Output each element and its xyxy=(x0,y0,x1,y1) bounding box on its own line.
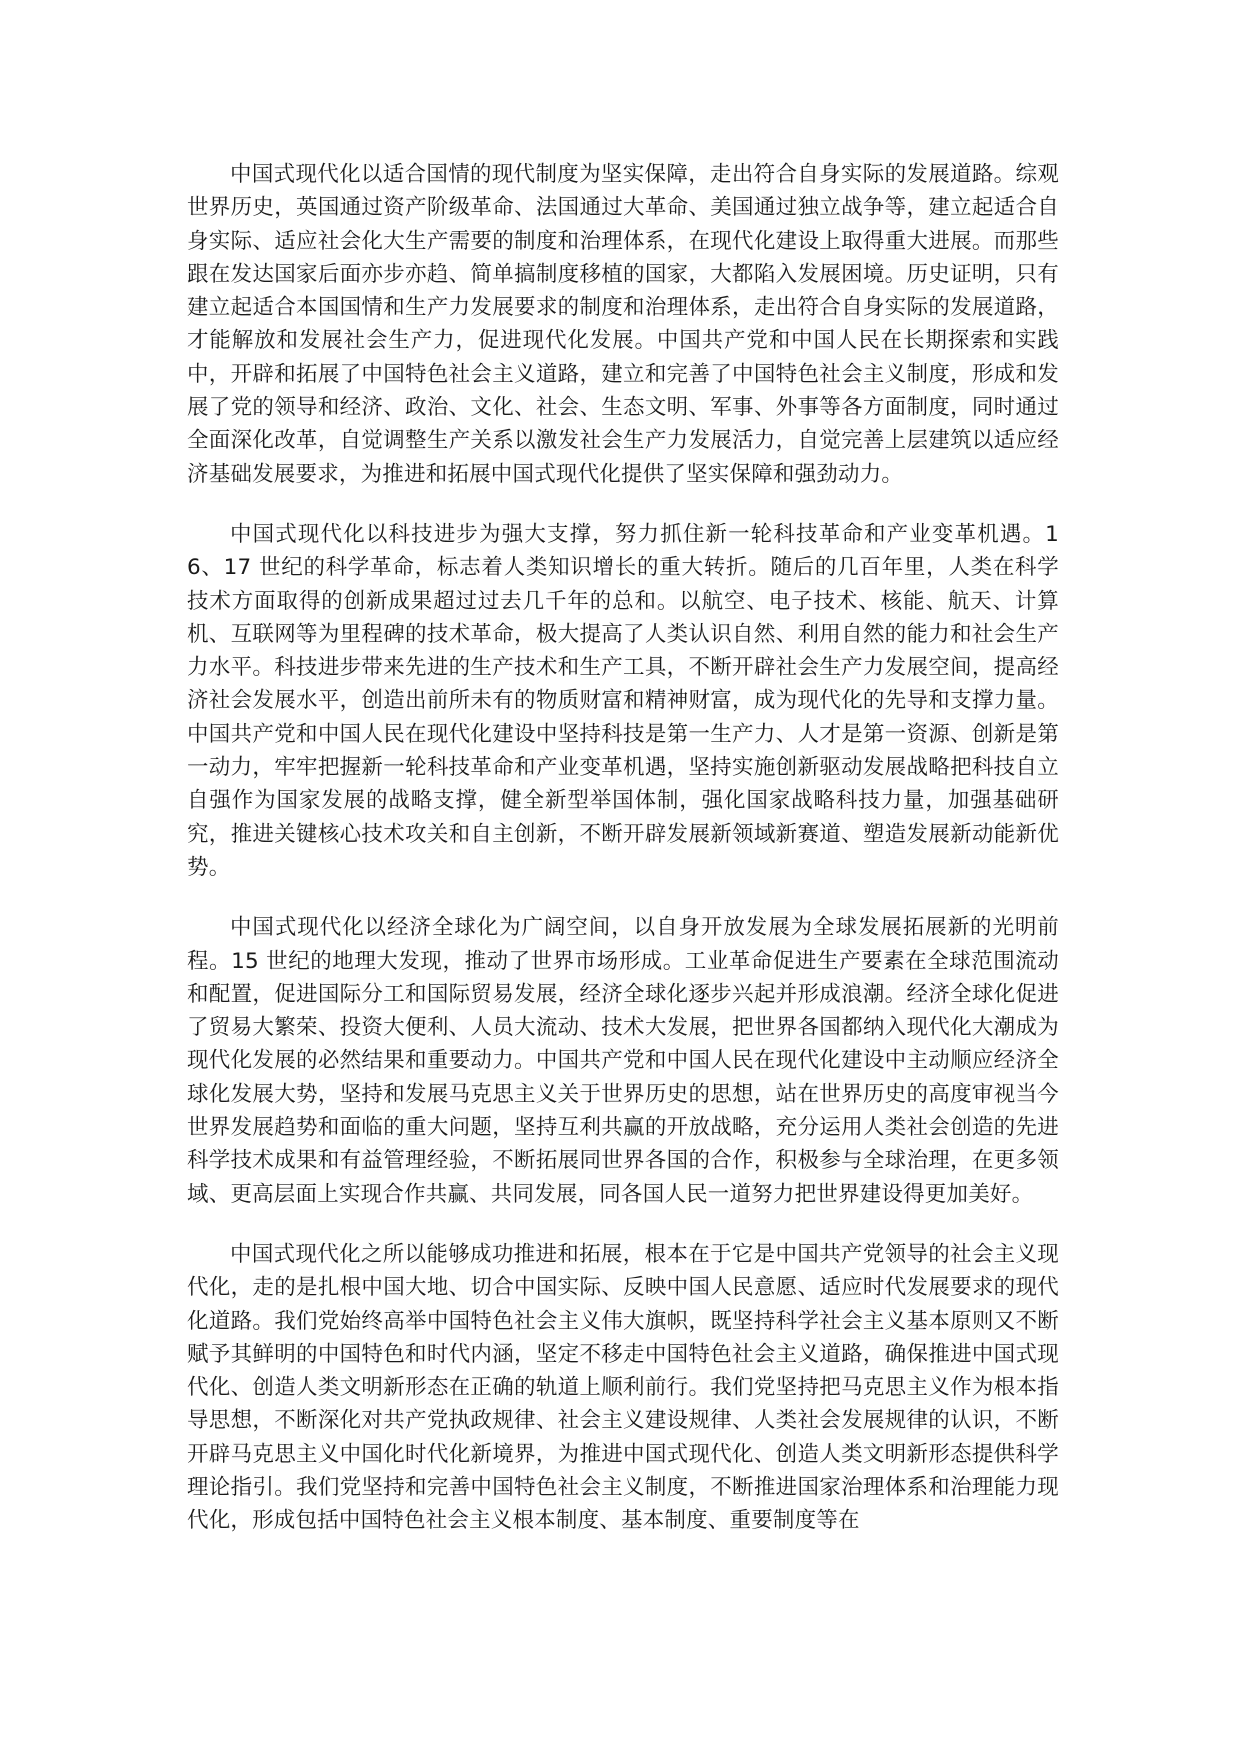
paragraph-3: 中国式现代化以经济全球化为广阔空间，以自身开放发展为全球发展拓展新的光明前程。15 世纪的地理大发现，推动了世界市场形成。工业革命促进生产要素在全球范围流动和配置，促进国际分工和国际贸易发展，经济全球化逐步兴起并形成浪潮。经济全球化促进了贸易大繁荣、投资大便利、人员大流动、技术大发展，把世界各国都纳入现代化大潮成为现代化发展的必然结果和重要动力。中国共产党和中国人民在现代化建设中主动顺应经济全球化发展大势，坚持和发展马克思主义关于世界历史的思想，站在世界历史的高度审视当今世界发展趋势和面临的重大问题，坚持互利共赢的开放战略，充分运用人类社会创造的先进科学技术成果和有益管理经验，不断拓展同世界各国的合作，积极参与全球治理，在更多领域、更高层面上实现合作共赢、共同发展，同各国人民一道努力把世界建设得更加美好。 xyxy=(187,915,1059,1207)
document-body xyxy=(187,158,1059,1565)
paragraph-1: 中国式现代化以适合国情的现代制度为坚实保障，走出符合自身实际的发展道路。综观世界历史，英国通过资产阶级革命、法国通过大革命、美国通过独立战争等，建立起适合自身实际、适应社会化大生产需要的制度和治理体系，在现代化建设上取得重大进展。而那些跟在发达国家后面亦步亦趋、简单搞制度移植的国家，大都陷入发展困境。历史证明，只有建立起适合本国国情和生产力发展要求的制度和治理体系，走出符合自身实际的发展道路，才能解放和发展社会生产力，促进现代化发展。中国共产党和中国人民在长期探索和实践中，开辟和拓展了中国特色社会主义道路，建立和完善了中国特色社会主义制度，形成和发展了党的领导和经济、政治、文化、社会、生态文明、军事、外事等各方面制度，同时通过全面深化改革，自觉调整生产关系以激发社会生产力发展活力，自觉完善上层建筑以适应经济基础发展要求，为推进和拓展中国式现代化提供了坚实保障和强劲动力。 xyxy=(187,162,1059,487)
paragraph-4: 中国式现代化之所以能够成功推进和拓展，根本在于它是中国共产党领导的社会主义现代化，走的是扎根中国大地、切合中国实际、反映中国人民意愿、适应时代发展要求的现代化道路。我们党始终高举中国特色社会主义伟大旗帜，既坚持科学社会主义基本原则又不断赋予其鲜明的中国特色和时代内涵，坚定不移走中国特色社会主义道路，确保推进中国式现代化、创造人类文明新形态在正确的轨道上顺利前行。我们党坚持把马克思主义作为根本指导思想，不断深化对共产党执政规律、社会主义建设规律、人类社会发展规律的认识，不断开辟马克思主义中国化时代化新境界，为推进中国式现代化、创造人类文明新形态提供科学理论指引。我们党坚持和完善中国特色社会主义制度，不断推进国家治理体系和治理能力现代化，形成包括中国特色社会主义根本制度、基本制度、重要制度等在 xyxy=(187,1241,1059,1534)
paragraph-2: 中国式现代化以科技进步为强大支撑，努力抓住新一轮科技革命和产业变革机遇。16、17 世纪的科学革命，标志着人类知识增长的重大转折。随后的几百年里，人类在科学技术方面取得的创新成果超过过去几千年的总和。以航空、电子技术、核能、航天、计算机、互联网等为里程碑的技术革命，极大提高了人类认识自然、利用自然的能力和社会生产力水平。科技进步带来先进的生产技术和生产工具，不断开辟社会生产力发展空间，提高经济社会发展水平，创造出前所未有的物质财富和精神财富，成为现代化的先导和支撑力量。中国共产党和中国人民在现代化建设中坚持科技是第一生产力、人才是第一资源、创新是第一动力，牢牢把握新一轮科技革命和产业变革机遇，坚持实施创新驱动发展战略把科技自立自强作为国家发展的战略支撑，健全新型举国体制，强化国家战略科技力量，加强基础研究，推进关键核心技术攻关和自主创新，不断开辟发展新领域新赛道、塑造发展新动能新优势。 xyxy=(187,521,1059,880)
